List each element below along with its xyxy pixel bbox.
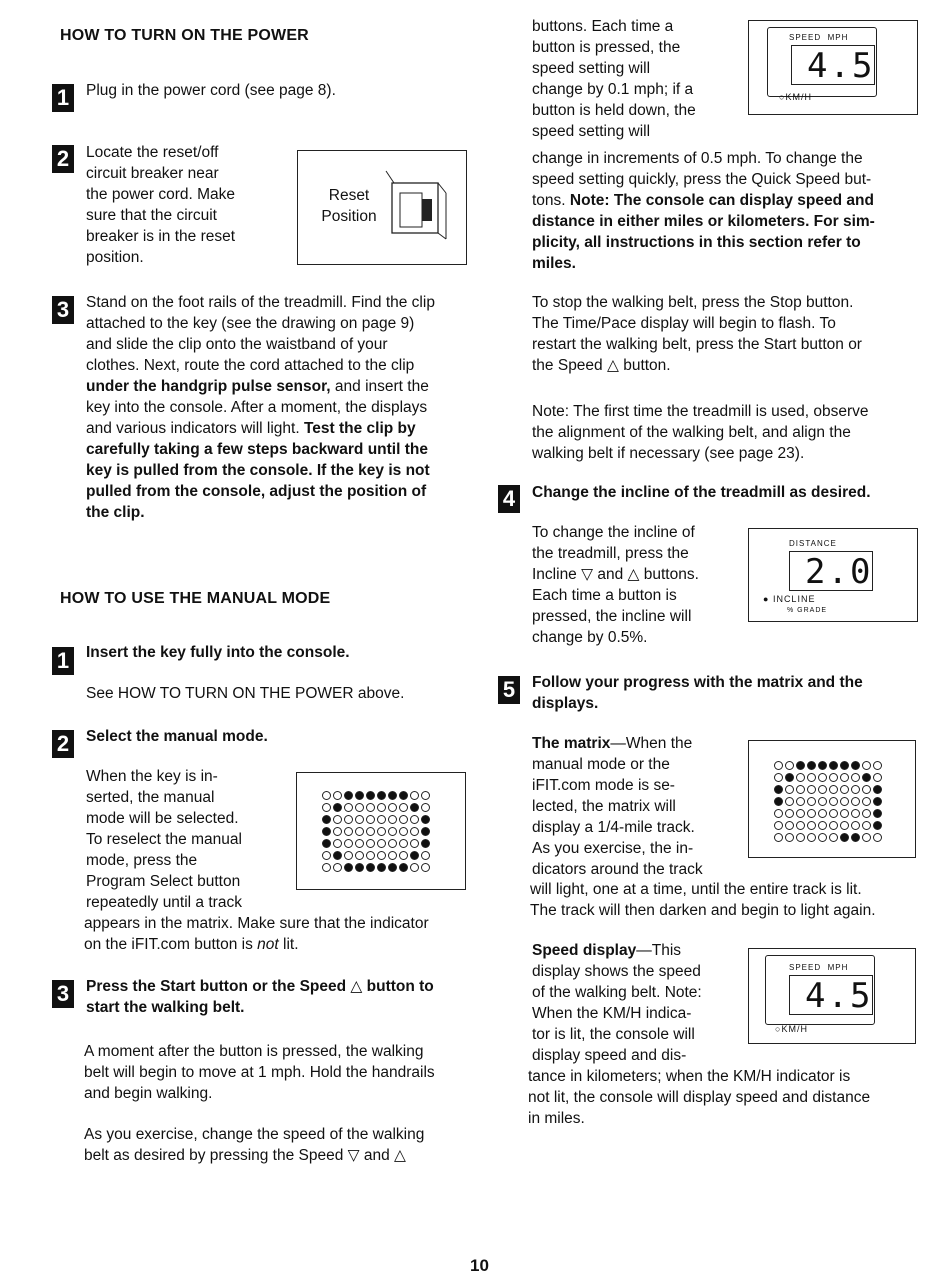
matrix-description: The matrix—When the manual mode or the iFIT.com mode is se- lected, the matrix will display a 1/4-mile track. As you exercise, the in- dicators around the track (532, 735, 703, 878)
speed-label: SPEED MPH (789, 33, 849, 42)
power-step3: Stand on the foot rails of the treadmill. Find the clip attached to the key (see the drawing on page 9) and slide the clip onto the waistband of your clothes. Next, route the cord attached to the clip under the handgrip pulse sensor, and insert the key into the console. After a moment, the displays and various indicators will light. Test the clip by carefully taking a few steps backward until the key is pulled from the console. If the key is not pulled from the console, adjust the position of the clip. (86, 294, 435, 521)
speed-buttons-text: buttons. Each time a button is pressed, the speed setting will change by 0.1 mph; if a button is held down, the speed setting will (532, 18, 696, 140)
step-number: 2 (52, 730, 74, 758)
matrix-figure-left (296, 772, 466, 890)
manual-step2-title: Select the manual mode. (86, 728, 268, 745)
power-step2: Locate the reset/off circuit breaker near the power cord. Make sure that the circuit breaker is in the reset position. (86, 144, 236, 266)
manual-step3-title: Press the Start button or the Speed △ button to start the walking belt. (86, 978, 434, 1016)
note-paragraph: Note: The first time the treadmill is used, observe the alignment of the walking belt, and align the walking belt if necessary (see page 23). (532, 403, 869, 462)
matrix-description-cont: will light, one at a time, until the entire track is lit. The track will then darken and begin to light again. (530, 881, 876, 919)
speed-display-description-cont: tance in kilometers; when the KM/H indicator is not lit, the console will display speed and distance in miles. (528, 1068, 871, 1127)
manual-step2-body-cont: appears in the matrix. Make sure that the indicator on the iFIT.com button is not lit. (84, 915, 429, 953)
stop-paragraph: To stop the walking belt, press the Stop button. The Time/Pace display will begin to flash. To restart the walking belt, press the Start button or the Speed △ button. (532, 294, 862, 374)
speed-value: 4.5 (805, 976, 873, 1016)
step-number: 1 (52, 84, 74, 112)
distance-label: DISTANCE (789, 539, 837, 548)
grade-label: % GRADE (787, 607, 828, 614)
step-number: 2 (52, 145, 74, 173)
incline-indicator: ● INCLINE (763, 594, 816, 604)
speed-display-description: Speed display—This display shows the speed of the walking belt. Note: When the KM/H indica- tor is lit, the console will display speed and dis- (532, 942, 702, 1064)
power-step1: Plug in the power cord (see page 8). (86, 82, 336, 99)
reset-breaker-figure (297, 150, 467, 265)
matrix-dots (321, 789, 431, 873)
speed-value: 4.5 (807, 46, 875, 86)
speed-display-figure-top (748, 20, 918, 115)
step-number: 1 (52, 647, 74, 675)
distance-value: 2.0 (805, 552, 873, 592)
step-number: 3 (52, 296, 74, 324)
matrix-dots (773, 759, 883, 843)
kmh-indicator: ○KM/H (775, 1024, 808, 1034)
step5-title: Follow your progress with the matrix and the displays. (532, 674, 863, 712)
kmh-indicator: ○KM/H (779, 92, 812, 102)
distance-display-figure (748, 528, 918, 622)
step4-title: Change the incline of the treadmill as desired. (532, 484, 871, 501)
manual-step1-title: Insert the key fully into the console. (86, 644, 350, 661)
speed-label: SPEED MPH (789, 963, 849, 972)
power-heading: HOW TO TURN ON THE POWER (60, 27, 309, 44)
step-number: 5 (498, 676, 520, 704)
step-number: 3 (52, 980, 74, 1008)
manual-heading: HOW TO USE THE MANUAL MODE (60, 590, 331, 607)
step4-body: To change the incline of the treadmill, press the Incline ▽ and △ buttons. Each time a button is pressed, the incline will change by 0.5%. (532, 524, 699, 646)
page-number: 10 (470, 1256, 489, 1275)
manual-step1-body: See HOW TO TURN ON THE POWER above. (86, 685, 405, 702)
step-number: 4 (498, 485, 520, 513)
speed-text-cont: change in increments of 0.5 mph. To change the speed setting quickly, press the Quick Speed but- tons. Note: The console can display speed and distance in either miles or kilometers. For sim- plicity, all instructions in this section refer to miles. (532, 150, 875, 272)
speed-display-figure-bottom (748, 948, 916, 1044)
manual-step2-body: When the key is in- serted, the manual mode will be selected. To reselect the manual mode, press the Program Select button repeatedly until a track (86, 768, 242, 911)
manual-step3-p1: A moment after the button is pressed, the walking belt will begin to move at 1 mph. Hold the handrails and begin walking. (84, 1043, 435, 1102)
manual-step3-p2: As you exercise, change the speed of the walking belt as desired by pressing the Speed ▽ and △ (84, 1126, 425, 1164)
breaker-switch-icon (384, 169, 454, 249)
reset-label: Reset Position (321, 187, 377, 225)
matrix-figure-right (748, 740, 916, 858)
